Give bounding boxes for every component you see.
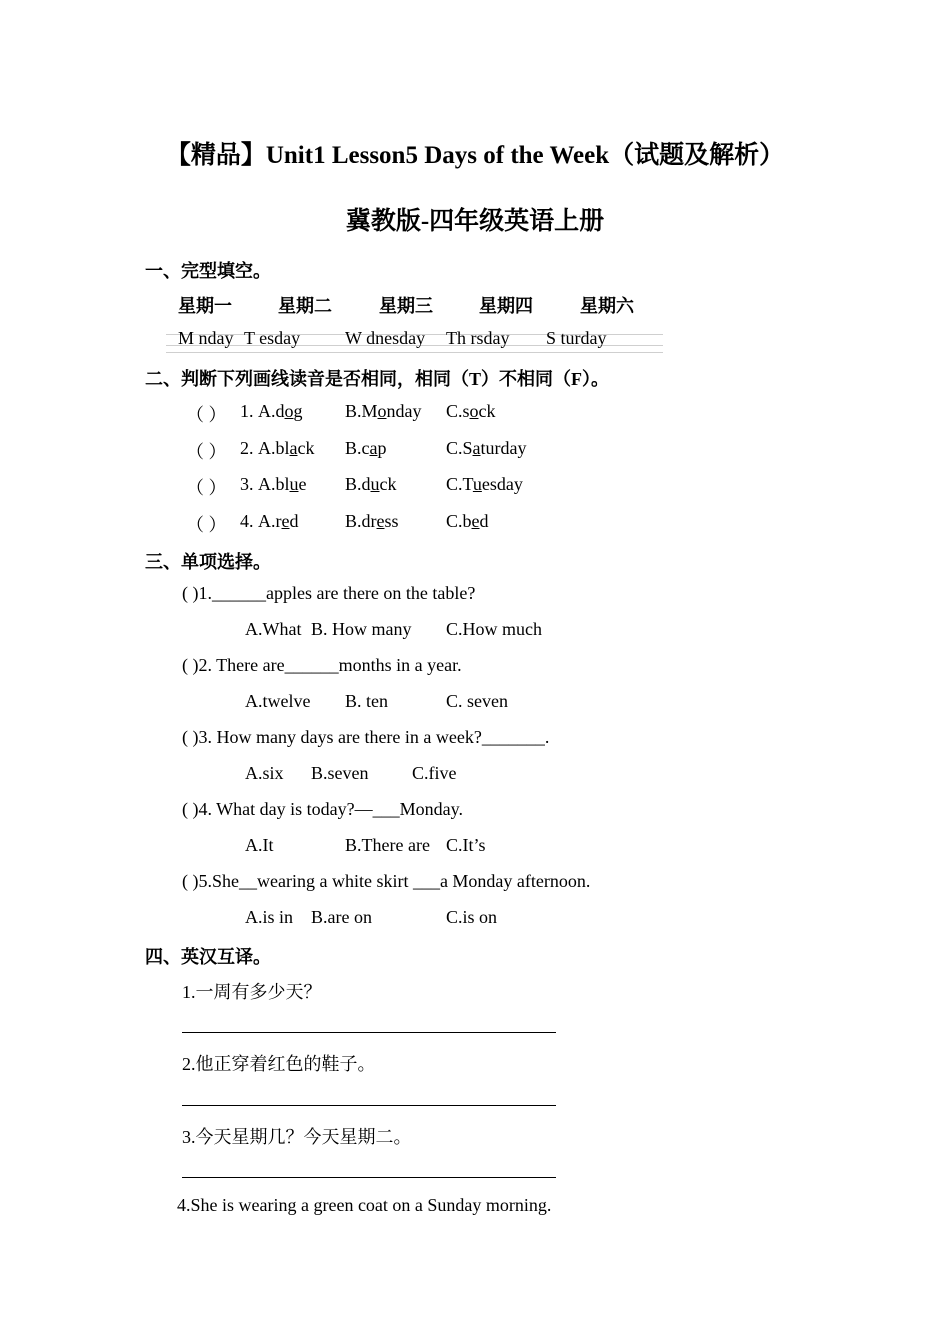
answer-paren: （ ） [186, 515, 227, 535]
option-a: A.dog [258, 401, 303, 421]
doc-subtitle: 冀教版-四年级英语上册 [345, 208, 605, 235]
q4-option-c: C.It’s [446, 835, 486, 855]
item-number: 1. [240, 401, 254, 421]
translate-item-2: 2.他正穿着红色的鞋子。 [182, 1054, 376, 1074]
translate-item-3: 3.今天星期几？今天星期二。 [182, 1127, 412, 1147]
question-5: ( )5.She__wearing a white skirt ___a Monday afternoon. [182, 871, 591, 891]
answer-line-2[interactable] [182, 1105, 556, 1106]
q5-option-a: A.is in [245, 907, 294, 927]
day-cn-3: 星期三 [379, 296, 433, 316]
translate-item-1: 1.一周有多少天？ [182, 982, 322, 1002]
option-c: C.Saturday [446, 438, 527, 458]
q3-option-b: B.seven [311, 763, 369, 783]
day-en-blank-4: Th rsday [446, 328, 510, 348]
day-cn-4: 星期四 [479, 296, 533, 316]
item-number: 4. [240, 511, 254, 531]
section-2-heading: 二、判断下列画线读音是否相同，相同（T）不相同（F）。 [145, 369, 609, 389]
option-c: C.Tuesday [446, 474, 523, 494]
option-b: B.dress [345, 511, 399, 531]
table-rule-bottom [166, 352, 663, 353]
q2-option-a: A.twelve [245, 691, 311, 711]
question-3: ( )3. How many days are there in a week?_______. [182, 727, 550, 747]
option-a: A.black [258, 438, 315, 458]
option-b: B.Monday [345, 401, 422, 421]
q5-option-b: B.are on [311, 907, 372, 927]
translate-item-4: 4.She is wearing a green coat on a Sunday morning. [177, 1195, 552, 1215]
q1-option-a: A.What [245, 619, 302, 639]
answer-paren: （ ） [186, 405, 227, 425]
q2-option-b: B. ten [345, 691, 388, 711]
answer-paren: （ ） [186, 478, 227, 498]
section-4-heading: 四、英汉互译。 [145, 947, 271, 967]
item-number: 3. [240, 474, 254, 494]
day-cn-5: 星期六 [580, 296, 634, 316]
q1-option-b: B. How many [311, 619, 412, 639]
day-en-blank-5: S turday [546, 328, 607, 348]
question-4: ( )4. What day is today?—___Monday. [182, 799, 463, 819]
option-b: B.cap [345, 438, 387, 458]
q4-option-b: B.There are [345, 835, 430, 855]
doc-title: 【精品】Unit1 Lesson5 Days of the Week（试题及解析） [165, 142, 785, 169]
item-number: 2. [240, 438, 254, 458]
option-a: A.red [258, 511, 299, 531]
q3-option-a: A.six [245, 763, 284, 783]
day-en-blank-1: M nday [178, 328, 234, 348]
q2-option-c: C. seven [446, 691, 508, 711]
day-en-blank-3: W dnesday [345, 328, 426, 348]
day-cn-1: 星期一 [178, 296, 232, 316]
day-cn-2: 星期二 [278, 296, 332, 316]
section-1-heading: 一、完型填空。 [145, 261, 271, 281]
option-a: A.blue [258, 474, 307, 494]
option-c: C.bed [446, 511, 489, 531]
q5-option-c: C.is on [446, 907, 498, 927]
answer-paren: （ ） [186, 442, 227, 462]
q4-option-a: A.It [245, 835, 274, 855]
answer-line-1[interactable] [182, 1032, 556, 1033]
day-en-blank-2: T esday [244, 328, 301, 348]
option-b: B.duck [345, 474, 397, 494]
question-1: ( )1.______apples are there on the table? [182, 583, 476, 603]
q1-option-c: C.How much [446, 619, 542, 639]
question-2: ( )2. There are______months in a year. [182, 655, 462, 675]
section-3-heading: 三、单项选择。 [145, 552, 271, 572]
answer-line-3[interactable] [182, 1177, 556, 1178]
option-c: C.sock [446, 401, 496, 421]
q3-option-c: C.five [412, 763, 457, 783]
